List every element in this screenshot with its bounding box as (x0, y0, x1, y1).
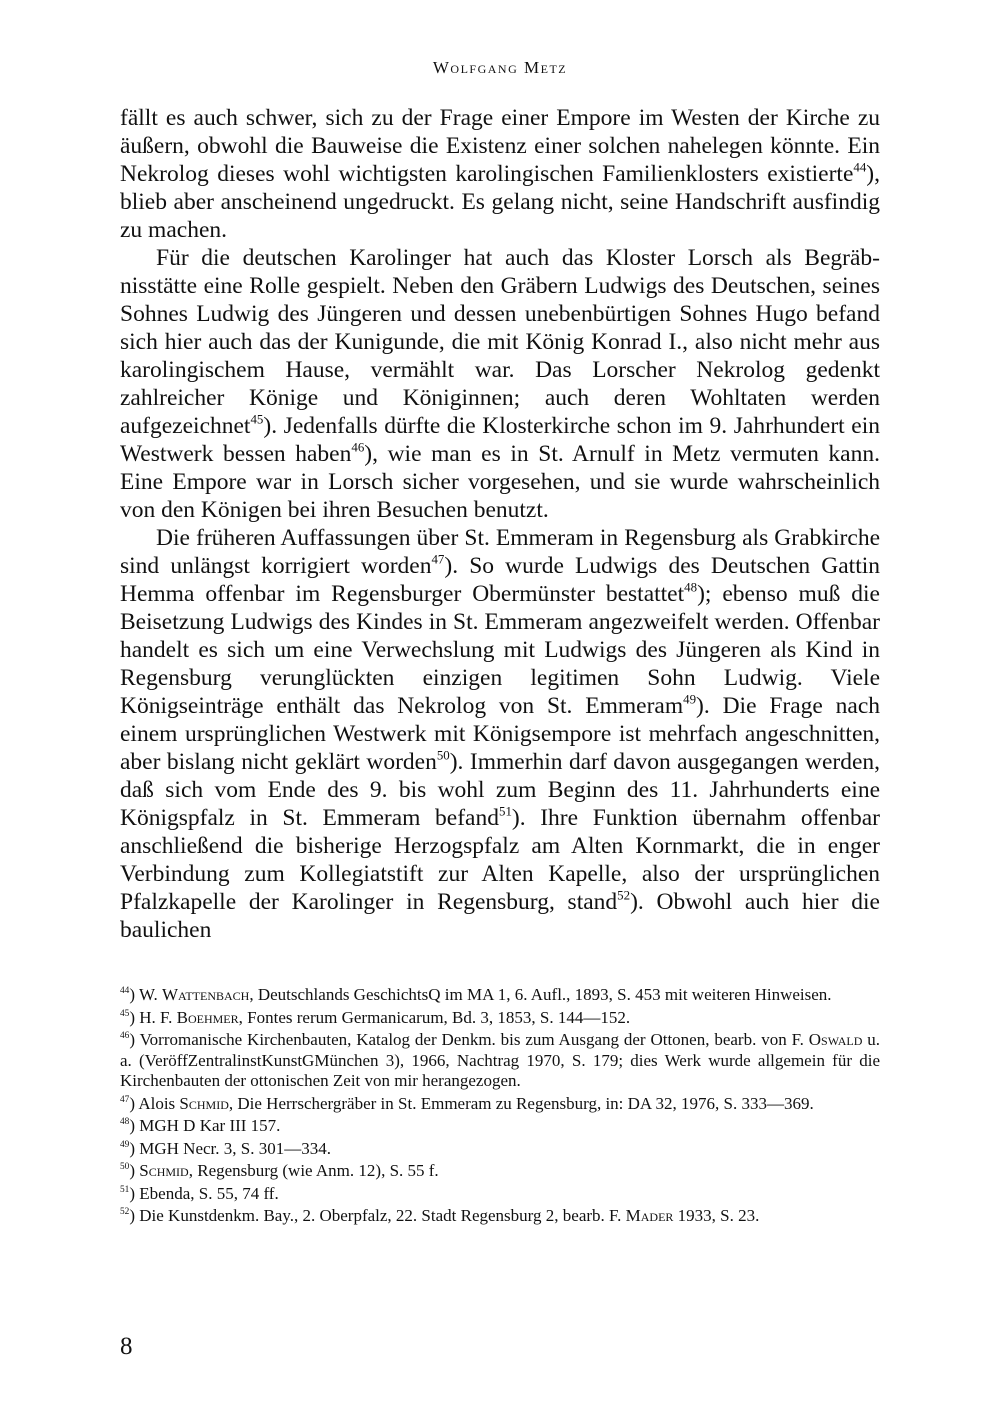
footnote-marker-paren: ) (129, 1116, 140, 1135)
footnote (120, 1094, 880, 1115)
footnote-ref[interactable]: 50 (436, 747, 450, 763)
footnote-marker-paren: ) (129, 1030, 140, 1049)
footnote-ref[interactable]: 49 (683, 691, 697, 707)
paragraph (120, 244, 880, 524)
footnote-ref[interactable]: 51 (498, 803, 512, 819)
footnote-text: MGH Necr. 3, S. 301—334. (139, 1138, 331, 1158)
footnote (120, 1206, 880, 1227)
footnote-marker-paren: ) (129, 1161, 140, 1180)
footnote-marker-paren: ) (129, 1183, 140, 1203)
footnote-number: 52 (120, 1207, 130, 1217)
footnote-number: 46 (120, 1031, 130, 1041)
footnote-text: H. F. (139, 1007, 177, 1027)
footnote (120, 1184, 880, 1205)
footnote (120, 1116, 880, 1137)
page-number: 8 (120, 1333, 133, 1360)
footnote-ref[interactable]: 47 (431, 551, 445, 567)
footnote (120, 1030, 880, 1092)
footnote-text: Die Kunstdenkm. Bay., 2. Oberpfalz, 22. Stadt Regensburg 2, bearb. F. (139, 1206, 626, 1225)
author-name: Wattenbach (161, 985, 250, 1004)
footnote-number: 51 (120, 1184, 130, 1195)
footnote (120, 985, 880, 1006)
text-run: ). So wurde Ludwigs des Deutschen Gattin Hemma offenbar im Regensburger Obermünster bestattet (120, 553, 880, 607)
text-run: Die früheren Auffassungen über St. Emmeram in Regensburg als Grabkirche sind unlängst korrigiert worden (120, 525, 880, 579)
text-run: ). Die Frage nach einem ursprünglichen Westwerk mit Königsempore ist mehrfach angeschnitten, aber bislang nicht geklärt worden (120, 693, 881, 775)
footnote (120, 1139, 880, 1160)
footnote-ref[interactable]: 52 (617, 887, 631, 903)
running-header: Wolfgang Metz (432, 58, 568, 77)
text-run: ), wie man es in St. Arnulf in Metz vermuten kann. Eine Empore war in Lorsch sicher vorgesehen, und sie wurde wahrscheinlich von den Königen bei ihren Besuchen benutzt. (120, 441, 880, 523)
footnote-number: 45 (120, 1008, 130, 1019)
author-name: Schmid (139, 1161, 189, 1180)
footnote-text: 1933, S. 23. (673, 1206, 760, 1225)
footnote-text: u. a. (VeröffZentralinstKunstGMünchen 3), 1966, Nachtrag 1970, S. 179; dies Werk wurde allgemein für die Kirchenbauten der ottonischen Zeit von mir herangezogen. (120, 1030, 881, 1090)
footnote-marker-paren: ) (129, 1007, 140, 1027)
footnote-marker-paren: ) (129, 985, 139, 1004)
footnote-marker-paren: ) (129, 1093, 139, 1113)
footnote-ref[interactable]: 46 (351, 439, 365, 455)
text-run: ). Jedenfalls dürfte die Klosterkirche schon im 9. Jahrhundert ein Westwerk bessen haben (120, 413, 880, 467)
footnote-text: MGH D Kar III 157. (139, 1116, 281, 1135)
author-name: Boehmer (176, 1007, 239, 1027)
text-run: ). Immerhin darf davon ausgegangen werden, daß sich vom Ende des 9. bis wohl zum Beginn des 11. Jahrhunderts eine Königspfalz in St. Emmeram befand (120, 749, 881, 831)
footnote-marker-paren: ) (129, 1138, 140, 1158)
footnote-text: , Regensburg (wie Anm. 12), S. 55 f. (188, 1161, 439, 1180)
text-run: fällt es auch schwer, sich zu der Frage einer Empore im Westen der Kirche zu äußern, obwohl die Bauweise die Existenz einer solchen nahelegen könnte. Ein Nekrolog dieses wohl wichtigsten karolingischen Familienklosters existierte (120, 105, 880, 187)
text-run: ); ebenso muß die Beisetzung Ludwigs des Kindes in St. Emmeram angezweifelt werden. Offenbar handelt es sich um eine Verwechslung mit Ludwigs des Jüngeren als Kind in Regensburg verunglückten einzigen legitimen Sohn Ludwig. Viele Königseinträge enthält das Nekrolog von St. Emmeram (120, 581, 880, 719)
text-run: Für die deutschen Karolinger hat auch das Kloster Lorsch als Begräbnisstätte eine Rolle gespielt. Neben den Gräbern Ludwigs des Deutschen, seines Sohnes Ludwig des Jüngeren und dessen unebenbürtigen Sohnes Hugo befand sich hier auch das der Kunigunde, die mit König Konrad I., also nicht mehr aus karolingischem Hause, vermählt war. Das Lorscher Nekrolog gedenkt zahlreicher Könige und Königinnen; auch deren Wohltaten werden aufgezeichnet (120, 245, 880, 439)
footnote-ref[interactable]: 45 (250, 411, 264, 427)
footnote-ref[interactable]: 48 (684, 579, 698, 595)
footnote-text: Alois (138, 1093, 180, 1113)
paragraph (120, 524, 880, 944)
text-run: ). Obwohl auch hier die baulichen (120, 889, 880, 943)
paragraph (120, 104, 880, 244)
footnote-text: , Deutschlands GeschichtsQ im MA 1, 6. Aufl., 1893, S. 453 mit weiteren Hinweisen. (249, 985, 832, 1004)
footnotes (120, 985, 880, 1229)
footnote (120, 1161, 880, 1182)
footnote-text: W. (138, 985, 162, 1004)
body-text (120, 104, 880, 944)
footnote-number: 47 (120, 1094, 130, 1105)
footnote-ref[interactable]: 44 (853, 159, 867, 175)
footnote-text: , Fontes rerum Germanicarum, Bd. 3, 1853, S. 144—152. (238, 1007, 631, 1027)
footnote-text: , Die Herrschergräber in St. Emmeram zu Regensburg, in: DA 32, 1976, S. 333—369. (228, 1093, 814, 1113)
author-name: Oswald (808, 1030, 863, 1049)
footnote-text: Vorromanische Kirchenbauten, Katalog der Denkm. bis zum Ausgang der Ottonen, bearb. von F. (139, 1030, 809, 1049)
author-name: Mader (625, 1206, 674, 1225)
footnote-text: Ebenda, S. 55, 74 ff. (139, 1183, 279, 1203)
text-run: ), blieb aber anscheinend ungedruckt. Es gelang nicht, seine Handschrift ausfindig zu machen. (120, 161, 880, 243)
footnote-number: 48 (120, 1117, 130, 1127)
footnote-number: 50 (120, 1162, 130, 1172)
footnote-number: 49 (120, 1139, 130, 1150)
author-name: Schmid (179, 1093, 229, 1113)
footnote-number: 44 (120, 986, 130, 996)
text-run: ). Ihre Funktion übernahm offenbar anschließend die bisherige Herzogspfalz am Alten Kornmarkt, die in enger Verbindung zum Kollegiatstift zur Alten Kapelle, also der ursprünglichen Pfalzkapelle der Karolinger in Regensburg, stand (120, 805, 880, 915)
footnote-marker-paren: ) (129, 1206, 140, 1225)
footnote (120, 1008, 880, 1029)
